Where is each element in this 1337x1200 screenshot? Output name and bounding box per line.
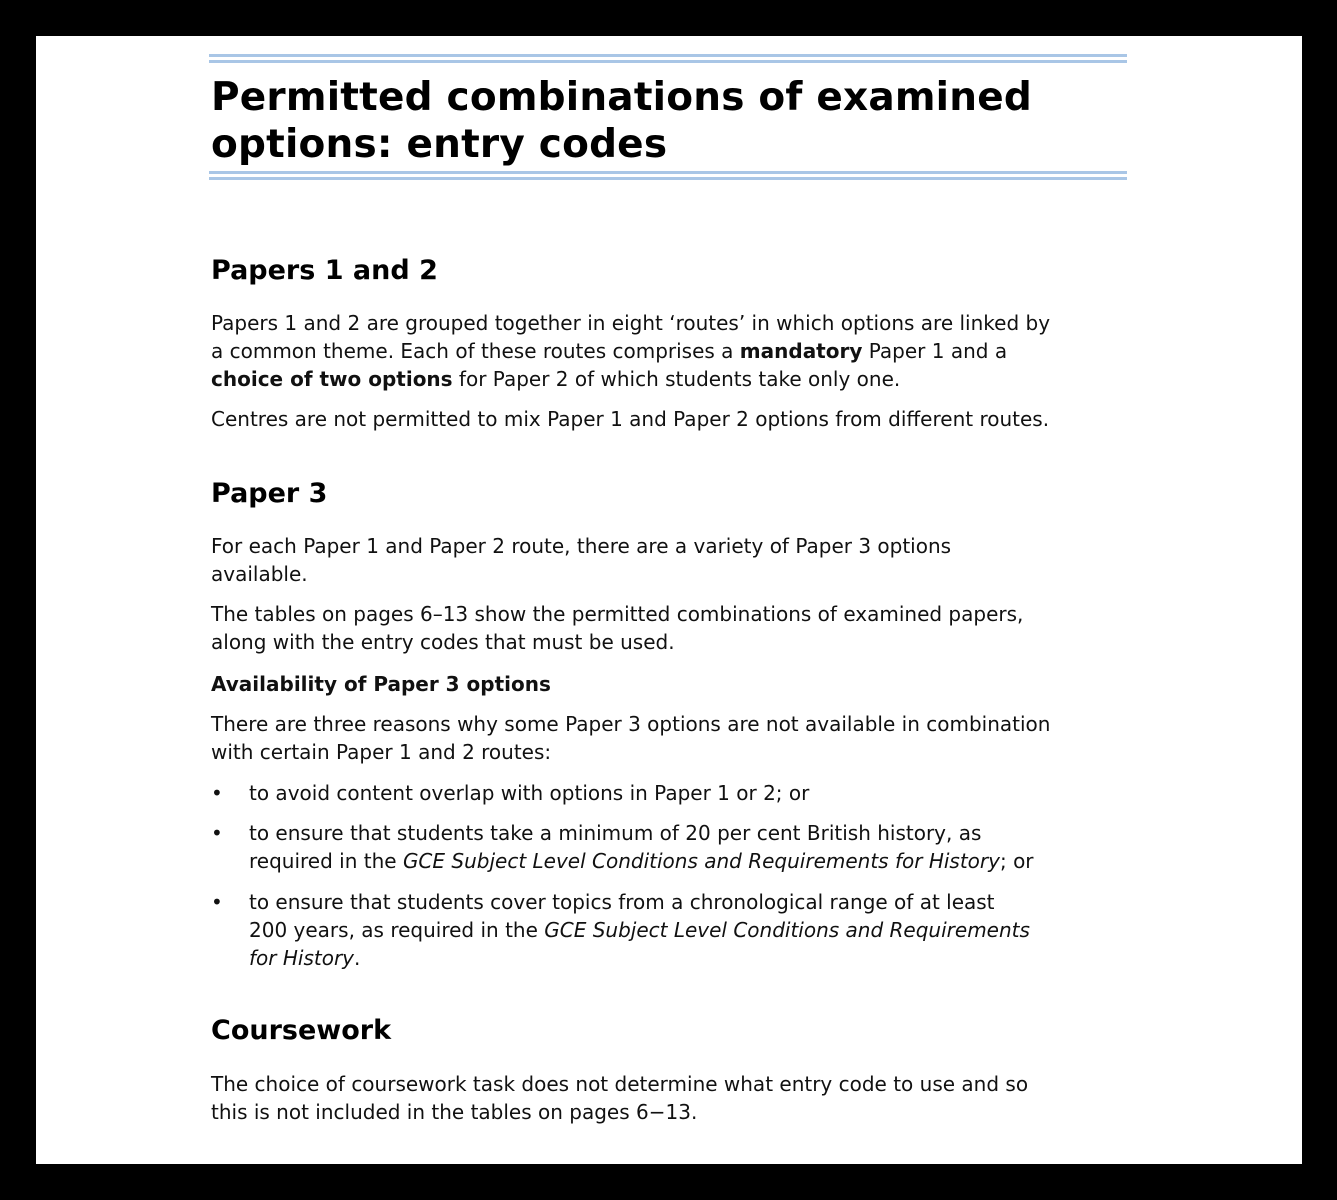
list-item: • to ensure that students cover topics from a chronological range of at least 200 years, as required in the GCE Subject Level Conditions and Requirements for History. [211,890,1030,970]
bullet-icon: • [211,821,223,845]
section-papers-1-2 [211,254,1131,288]
paper-3-subheading: Availability of Paper 3 options [211,672,551,696]
paper-3-paragraph-3: There are three reasons why some Paper 3 options are not available in combination with certain Paper 1 and 2 routes: [211,712,1051,764]
title-rule-top [209,54,1127,65]
bullet-icon: • [211,890,223,914]
papers-1-2-paragraph-2: Centres are not permitted to mix Paper 1 and Paper 2 options from different routes. [211,407,1050,431]
section-coursework [211,1014,1131,1048]
page-title-line-1: Permitted combinations of examined [211,75,1032,120]
title-rule-bottom [209,171,1127,182]
list-item: • to avoid content overlap with options in Paper 1 or 2; or [211,781,810,805]
page-title-line-2: options: entry codes [211,122,668,167]
paper-3-reasons-list [211,779,1131,807]
bullet-icon: • [211,781,223,805]
section-heading-coursework: Coursework [211,1015,392,1046]
section-heading-paper-3: Paper 3 [211,478,328,509]
list-item: • to ensure that students take a minimum of 20 per cent British history, as required in the GCE Subject Level Conditions and Requirements for History; or [211,821,1034,873]
coursework-paragraph: The choice of coursework task does not determine what entry code to use and so this is not included in the tables on pages 6−13. [211,1072,1029,1124]
papers-1-2-paragraph-1: Papers 1 and 2 are grouped together in eight ‘routes’ in which options are linked by a common theme. Each of these routes comprises a mandatory Paper 1 and a choice of two options for Paper 2 of which students take only one. [211,311,1051,391]
document-page [36,36,1302,1164]
section-paper-3 [211,477,1131,511]
page-title [211,74,1032,168]
paper-3-reasons-list-3 [211,888,1131,972]
paper-3-reasons-list-2 [211,819,1131,875]
paper-3-paragraph-2: The tables on pages 6–13 show the permitted combinations of examined papers, along with the entry codes that must be used. [211,602,1024,654]
paper-3-paragraph-1: For each Paper 1 and Paper 2 route, there are a variety of Paper 3 options available. [211,534,952,586]
section-heading-papers-1-2: Papers 1 and 2 [211,255,438,286]
